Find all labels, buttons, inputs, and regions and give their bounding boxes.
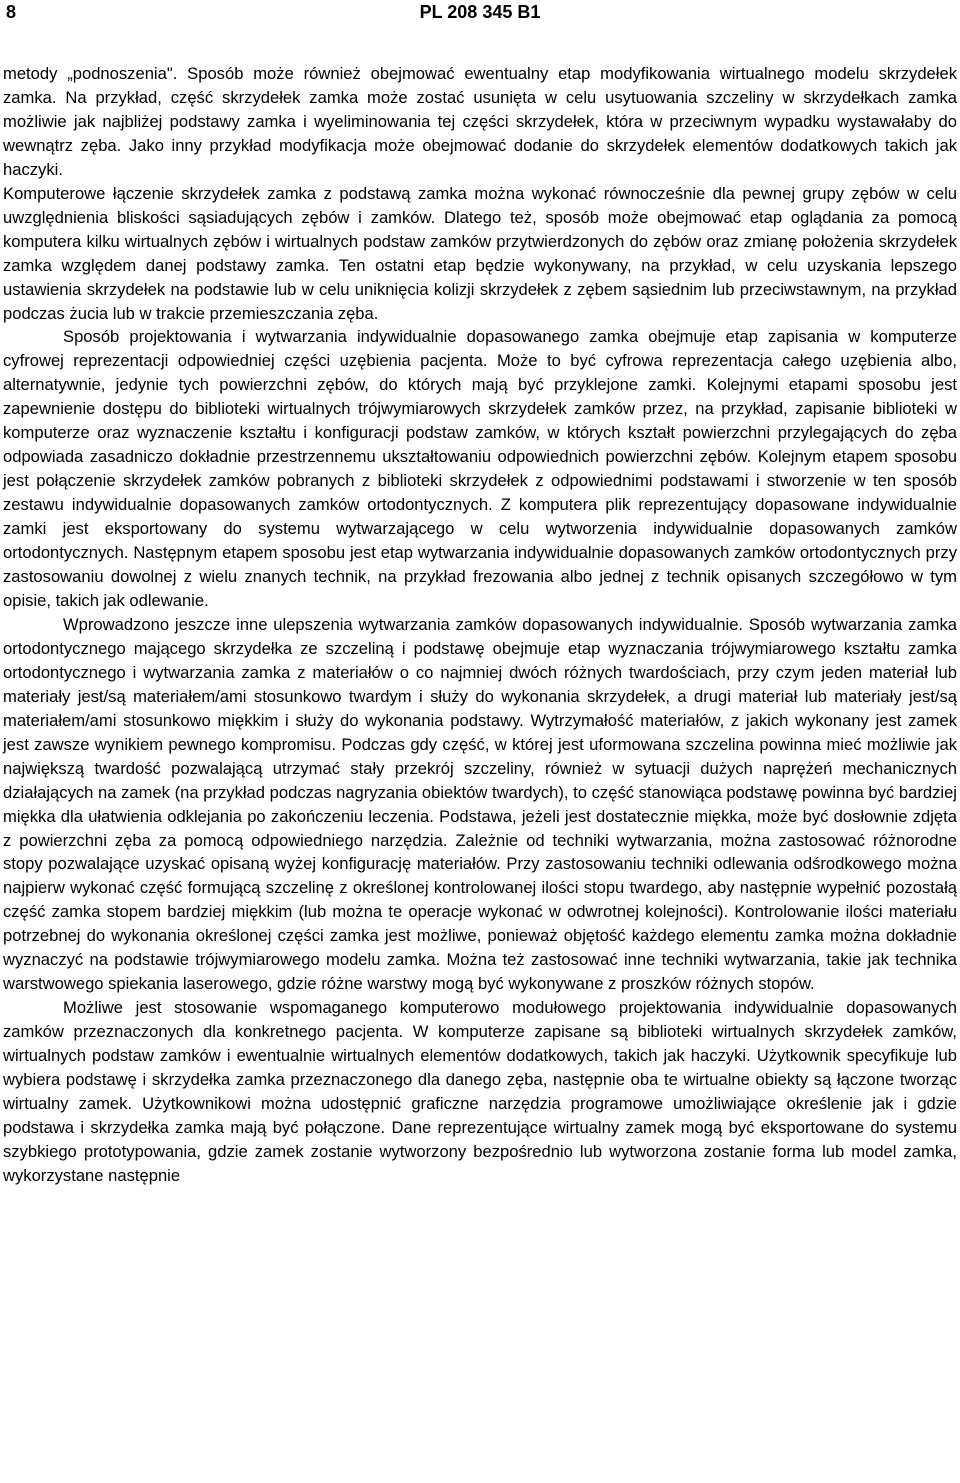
document-body — [3, 62, 957, 1188]
page-number: 8 — [6, 2, 17, 22]
paragraph: Możliwe jest stosowanie wspomaganego komputerowo modułowego projektowania indywidualnie dopasowanych zamków przeznaczonych dla konkretnego pacjenta. W komputerze zapisane są biblioteki wirtualnych skrzydełek zamków, wirtualnych podstaw zamków i ewentualnie wirtualnych elementów dodatkowych, takich jak haczyki. Użytkownik specyfikuje lub wybiera podstawę i skrzydełka zamka przeznaczonego dla danego zęba, następnie oba te wirtualne obiekty są łączone tworząc wirtualny zamek. Użytkownikowi można udostępnić graficzne narzędzia programowe umożliwiające określenie jak i gdzie podstawa i skrzydełka zamka mają być połączone. Dane reprezentujące wirtualny zamek mogą być eksportowane do systemu szybkiego prototypowania, gdzie zamek zostanie wytworzony bezpośrednio lub wytworzona zostanie forma lub model zamka, wykorzystane następnie — [3, 998, 957, 1185]
paragraph: metody „podnoszenia". Sposób może również obejmować ewentualny etap modyfikowania wirtualnego modelu skrzydełek zamka. Na przykład, część skrzydełek zamka może zostać usunięta w celu usytuowania szczeliny w skrzydełkach zamka możliwie jak najbliżej podstawy zamka i wyeliminowania tej części skrzydełek, która w przeciwnym wypadku wystawałaby do wewnątrz zęba. Jako inny przykład modyfikacja może obejmować dodanie do skrzydełek elementów dodatkowych takich jak haczyki. — [3, 64, 957, 179]
paragraph: Komputerowe łączenie skrzydełek zamka z podstawą zamka można wykonać równocześnie dla pewnej grupy zębów w celu uwzględnienia bliskości sąsiadujących zębów i zamków. Dlatego też, sposób może obejmować etap oglądania za pomocą komputera kilku wirtualnych zębów i wirtualnych podstaw zamków przytwierdzonych do zębów oraz zmianę położenia skrzydełek zamka względem danej podstawy zamka. Ten ostatni etap będzie wykonywany, na przykład, w celu uzyskania lepszego ustawienia skrzydełek na podstawie lub w celu uniknięcia kolizji skrzydełek z zębem sąsiednim lub przeciwstawnym, na przykład podczas żucia lub w trakcie przemieszczania zęba. — [3, 183, 957, 323]
page-header — [3, 0, 957, 30]
paragraph: Sposób projektowania i wytwarzania indywidualnie dopasowanego zamka obejmuje etap zapisania w komputerze cyfrowej reprezentacji odpowiedniej części uzębienia pacjenta. Może to być cyfrowa reprezentacja całego uzębienia albo, alternatywnie, jedynie tych powierzchni zębów, do których mają być przyklejone zamki. Kolejnymi etapami sposobu jest zapewnienie dostępu do biblioteki wirtualnych trójwymiarowych skrzydełek zamków przez, na przykład, zapisanie biblioteki w komputerze oraz wyznaczenie kształtu i konfiguracji podstaw zamków, w których kształt powierzchni przylegających do zęba odpowiada zasadniczo dokładnie przestrzennemu ukształtowaniu odpowiednich powierzchni zębów. Kolejnym etapem sposobu jest połączenie skrzydełek zamków pobranych z biblioteki skrzydełek z odpowiednimi podstawami i stworzenie w ten sposób zestawu indywidualnie dopasowanych zamków ortodontycznych. Z komputera plik reprezentujący dopasowane indywidualnie zamki jest eksportowany do systemu wytwarzającego w celu wytworzenia indywidualnie dopasowanych zamków ortodontycznych. Następnym etapem sposobu jest etap wytwarzania indywidualnie dopasowanych zamków ortodontycznych przy zastosowaniu dowolnej z wielu znanych technik, na przykład frezowania albo jednej z technik opisanych szczegółowo w tym opisie, takich jak odlewanie. — [3, 327, 957, 610]
patent-number: PL 208 345 B1 — [419, 2, 541, 22]
paragraph: Wprowadzono jeszcze inne ulepszenia wytwarzania zamków dopasowanych indywidualnie. Sposób wytwarzania zamka ortodontycznego mającego skrzydełka ze szczeliną i podstawę obejmuje etap wyznaczania trójwymiarowego kształtu zamka ortodontycznego i wytwarzania zamka z materiałów o co najmniej dwóch różnych twardościach, przy czym jeden materiał lub materiały jest/są materiałem/ami stosunkowo twardym i służy do wykonania skrzydełek, a drugi materiał lub materiały jest/są materiałem/ami stosunkowo miękkim i służy do wykonania podstawy. Wytrzymałość materiałów, z jakich wykonany jest zamek jest zawsze wynikiem pewnego kompromisu. Podczas gdy część, w której jest uformowana szczelina powinna mieć możliwie jak największą twardość pozwalającą utrzymać stały przekrój szczeliny, również w sytuacji dużych naprężeń mechanicznych działających na zamek (na przykład podczas nagryzania obiektów twardych), to część stanowiąca podstawę powinna być bardziej miękka dla ułatwienia odklejania po zakończeniu leczenia. Podstawa, jeżeli jest dostatecznie miękka, może być dosłownie zdjęta z powierzchni zęba za pomocą odpowiedniego narzędzia. Zależnie od techniki wytwarzania, można zastosować różnorodne stopy pozwalające uzyskać opisaną wyżej konfigurację materiałów. Przy zastosowaniu techniki odlewania odśrodkowego można najpierw wykonać część formującą szczelinę z określonej kontrolowanej ilości stopu twardego, aby następnie wypełnić pozostałą część zamka stopem bardziej miękkim (lub można te operacje wykonać w odwrotnej kolejności). Kontrolowanie ilości materiału potrzebnej do wykonania określonej części zamka jest możliwe, ponieważ objętość każdego elementu zamka można dokładnie wyznaczyć na podstawie trójwymiarowego modelu zamka. Można też zastosować inne techniki wytwarzania, takie jak technika warstwowego spiekania laserowego, gdzie różne warstwy mogą być wykonywane z proszków różnych stopów. — [3, 614, 957, 994]
